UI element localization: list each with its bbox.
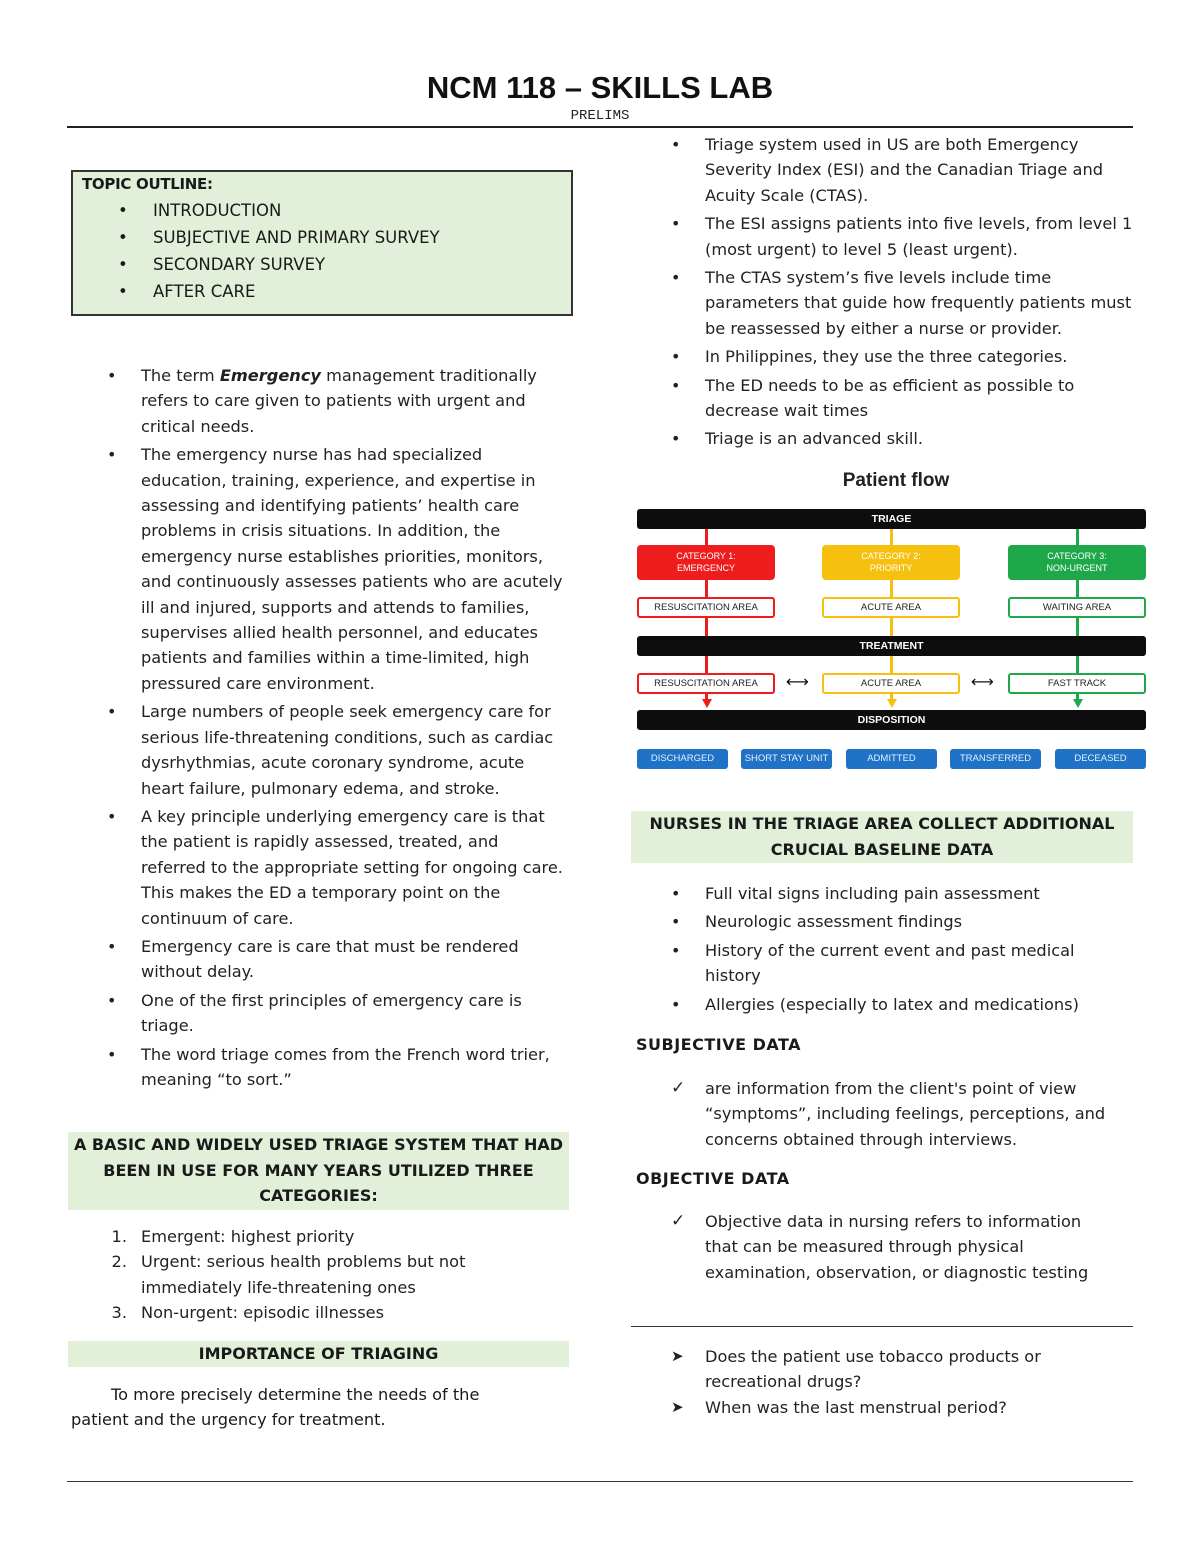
item-text: Urgent: serious health problems but not immediately life-threatening ones [141, 1252, 466, 1297]
stage-disposition-bar: DISPOSITION [637, 710, 1146, 730]
triage-area-box: WAITING AREA [1008, 597, 1146, 618]
intro-bullet-list [103, 363, 565, 1092]
baseline-data-list [667, 881, 1117, 1017]
arrow-down-icon [1073, 699, 1083, 708]
disposition-box: SHORT STAY UNIT [741, 749, 832, 769]
importance-text: To more precisely determine the needs of the patient and the urgency for treatment. [71, 1385, 480, 1430]
outline-item: • INTRODUCTION [73, 197, 440, 224]
intro-bullet: • Emergency care is care that must be rendered without delay. [103, 934, 565, 985]
outline-item: • SUBJECTIVE AND PRIMARY SURVEY [73, 224, 440, 251]
disposition-box: DECEASED [1055, 749, 1146, 769]
outline-item: • SECONDARY SURVEY [73, 251, 440, 278]
right-bullet: • The CTAS system’s five levels include time parameters that guide how frequently patients must be reassessed by either a nurse or provider. [667, 265, 1137, 341]
numbered-item [103, 1224, 533, 1249]
baseline-item: • Allergies (especially to latex and medications) [667, 992, 1117, 1017]
objective-list [667, 1209, 1117, 1285]
category-label: CATEGORY 1: [676, 551, 736, 561]
numbered-item [103, 1249, 533, 1300]
item-number: 1. [111, 1227, 127, 1246]
arrow-down-icon [702, 699, 712, 708]
objective-data-section [667, 1209, 1117, 1285]
triage-categories-section [103, 1224, 533, 1326]
topic-outline-list [73, 197, 440, 305]
outline-item: • AFTER CARE [73, 278, 440, 305]
intro-bullet: • The emergency nurse has had specialized education, training, experience, and expertise in assessing and identifying patients’ health care problems in crisis situations. In addition, the emergency nurse establishes priorities, monitors, and continuously assesses patients who are acutely ill and injured, supports and attends to families, supervises allied health personnel, and educates patients and families within a time-limited, high pressured care environment. [103, 442, 565, 696]
category-label: PRIORITY [869, 563, 913, 573]
item-text: Emergent: highest priority [141, 1227, 355, 1246]
questions-section [667, 1344, 1087, 1420]
intro-section [103, 363, 565, 1092]
header-rule [67, 126, 1133, 128]
right-bullet: • In Philippines, they use the three categories. [667, 344, 1137, 369]
stage-triage-bar: TRIAGE [637, 509, 1146, 529]
double-arrow-icon: ⟷ [971, 672, 994, 691]
triage-system-heading: A BASIC AND WIDELY USED TRIAGE SYSTEM THAT HAD BEEN IN USE FOR MANY YEARS UTILIZED THREE CATEGORIES: [68, 1132, 569, 1210]
subjective-data-heading: SUBJECTIVE DATA [636, 1035, 802, 1054]
treatment-area-box: ACUTE AREA [822, 673, 960, 694]
objective-item: ✓ Objective data in nursing refers to information that can be measured through physical examination, observation, or diagnostic testing [667, 1209, 1117, 1285]
category-label: CATEGORY 2: [861, 551, 921, 561]
subjective-item: ✓ are information from the client's point of view “symptoms”, including feelings, perceptions, and concerns obtained through interviews. [667, 1076, 1129, 1152]
topic-outline-box [71, 170, 573, 316]
category-label: CATEGORY 3: [1047, 551, 1107, 561]
baseline-data-heading: NURSES IN THE TRIAGE AREA COLLECT ADDITIONAL CRUCIAL BASELINE DATA [631, 811, 1133, 863]
intro-text: The term [141, 366, 220, 385]
category-label: NON-URGENT [1046, 563, 1108, 573]
item-number: 3. [111, 1303, 127, 1323]
double-arrow-icon: ⟷ [786, 672, 809, 691]
triage-area-box: ACUTE AREA [822, 597, 960, 618]
objective-data-heading: OBJECTIVE DATA [636, 1169, 790, 1188]
triage-area-box: RESUSCITATION AREA [637, 597, 775, 618]
right-bullet: • The ED needs to be as efficient as possible to decrease wait times [667, 373, 1137, 424]
triage-systems-section [667, 132, 1137, 452]
item-number: 2. [111, 1252, 127, 1272]
intro-bullet [103, 363, 565, 439]
baseline-item: • Full vital signs including pain assessment [667, 881, 1117, 906]
page-subtitle: PRELIMS [570, 108, 630, 124]
baseline-data-section [667, 881, 1117, 1017]
category-2-box [822, 545, 960, 580]
intro-text: management traditionally refers to care given to patients with urgent and critical needs. [141, 366, 537, 436]
numbered-item [103, 1300, 533, 1325]
importance-heading: IMPORTANCE OF TRIAGING [68, 1341, 569, 1367]
footer-rule [67, 1481, 1133, 1482]
patient-flow-title: Patient flow [842, 470, 950, 491]
intro-bullet: • A key principle underlying emergency care is that the patient is rapidly assessed, treated, and referred to the appropriate setting for ongoing care. This makes the ED a temporary point on the continuum of care. [103, 804, 565, 931]
right-bullet: • The ESI assigns patients into five levels, from level 1 (most urgent) to level 5 (least urgent). [667, 211, 1137, 262]
category-3-box [1008, 545, 1146, 580]
questions-list [667, 1344, 1087, 1420]
question-item: ➤ When was the last menstrual period? [667, 1395, 1087, 1420]
baseline-item: • Neurologic assessment findings [667, 909, 1117, 934]
intro-bullet: • The word triage comes from the French word trier, meaning “to sort.” [103, 1042, 565, 1093]
disposition-box: TRANSFERRED [950, 749, 1041, 769]
baseline-item: • History of the current event and past medical history [667, 938, 1117, 989]
category-1-box [637, 545, 775, 580]
arrow-down-icon [887, 699, 897, 708]
intro-bullet: • Large numbers of people seek emergency care for serious life-threatening conditions, such as cardiac dysrhythmias, acute coronary syndrome, acute heart failure, pulmonary edema, and stroke. [103, 699, 565, 801]
category-label: EMERGENCY [676, 563, 735, 573]
subjective-list [667, 1076, 1129, 1152]
disposition-box: ADMITTED [846, 749, 937, 769]
question-item: ➤ Does the patient use tobacco products or recreational drugs? [667, 1344, 1087, 1395]
item-text: Non-urgent: episodic illnesses [141, 1303, 385, 1323]
intro-bullet: • One of the first principles of emergency care is triage. [103, 988, 565, 1039]
subjective-data-section [667, 1076, 1129, 1152]
disposition-box: DISCHARGED [637, 749, 728, 769]
treatment-area-box: FAST TRACK [1008, 673, 1146, 694]
stage-treatment-bar: TREATMENT [637, 636, 1146, 656]
page-title: NCM 118 – SKILLS LAB [426, 70, 774, 105]
topic-outline-title: TOPIC OUTLINE: [82, 175, 213, 193]
emphasis-word: Emergency [219, 366, 321, 385]
right-bullet: • Triage is an advanced skill. [667, 426, 1137, 451]
right-bullet: • Triage system used in US are both Emergency Severity Index (ESI) and the Canadian Triage and Acuity Scale (CTAS). [667, 132, 1137, 208]
treatment-area-box: RESUSCITATION AREA [637, 673, 775, 694]
triage-systems-list [667, 132, 1137, 452]
triage-category-list [103, 1224, 533, 1326]
section-divider [631, 1326, 1133, 1327]
